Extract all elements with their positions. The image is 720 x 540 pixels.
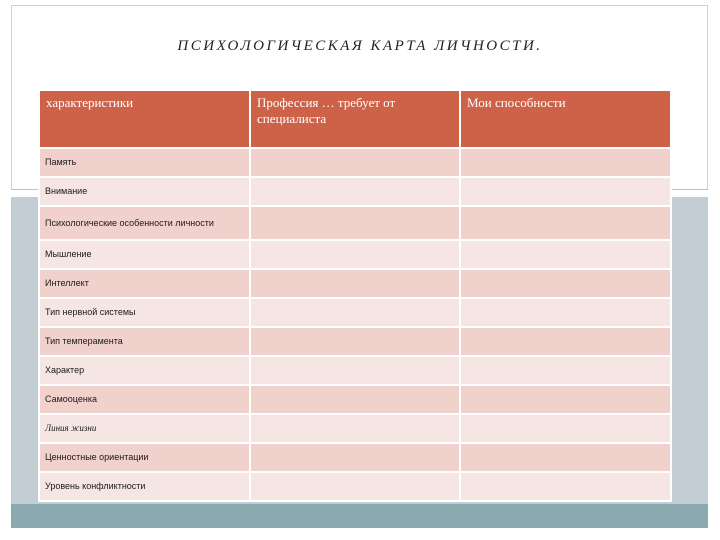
header-my-abilities: Мои способности — [460, 90, 671, 148]
header-characteristics: характеристики — [39, 90, 250, 148]
abilities-cell[interactable] — [460, 298, 671, 327]
profession-cell[interactable] — [250, 298, 460, 327]
table-row — [39, 443, 671, 472]
table-row — [39, 148, 671, 177]
table-row — [39, 414, 671, 443]
profession-cell[interactable] — [250, 206, 460, 240]
table-row — [39, 269, 671, 298]
personality-card-table — [38, 89, 672, 502]
row-label: Интеллект — [39, 269, 250, 298]
profession-cell[interactable] — [250, 177, 460, 206]
footer-band — [11, 504, 708, 528]
row-label: Мышление — [39, 240, 250, 269]
profession-cell[interactable] — [250, 327, 460, 356]
table-row — [39, 177, 671, 206]
row-label: Ценностные ориентации — [39, 443, 250, 472]
row-label: Психологические особенности личности — [39, 206, 250, 240]
row-label: Характер — [39, 356, 250, 385]
row-label: Память — [39, 148, 250, 177]
table-header-row — [39, 90, 671, 148]
profession-cell[interactable] — [250, 240, 460, 269]
abilities-cell[interactable] — [460, 269, 671, 298]
page-title: ПСИХОЛОГИЧЕСКАЯ КАРТА ЛИЧНОСТИ. — [177, 38, 543, 54]
row-label: Тип темперамента — [39, 327, 250, 356]
abilities-cell[interactable] — [460, 240, 671, 269]
abilities-cell[interactable] — [460, 414, 671, 443]
header-profession-requirements: Профессия … требует от специалиста — [250, 90, 460, 148]
profession-cell[interactable] — [250, 385, 460, 414]
profession-cell[interactable] — [250, 148, 460, 177]
table-row — [39, 327, 671, 356]
table-row — [39, 472, 671, 501]
profession-cell[interactable] — [250, 414, 460, 443]
abilities-cell[interactable] — [460, 472, 671, 501]
row-label: Внимание — [39, 177, 250, 206]
abilities-cell[interactable] — [460, 206, 671, 240]
row-label: Тип нервной системы — [39, 298, 250, 327]
abilities-cell[interactable] — [460, 327, 671, 356]
abilities-cell[interactable] — [460, 443, 671, 472]
row-label: Уровень конфликтности — [39, 472, 250, 501]
row-label: Самооценка — [39, 385, 250, 414]
table-row — [39, 356, 671, 385]
table-row — [39, 206, 671, 240]
abilities-cell[interactable] — [460, 177, 671, 206]
abilities-cell[interactable] — [460, 385, 671, 414]
profession-cell[interactable] — [250, 356, 460, 385]
profession-cell[interactable] — [250, 269, 460, 298]
abilities-cell[interactable] — [460, 356, 671, 385]
table-row — [39, 298, 671, 327]
table-row — [39, 385, 671, 414]
profession-cell[interactable] — [250, 472, 460, 501]
profession-cell[interactable] — [250, 443, 460, 472]
row-label: Линия жизни — [39, 414, 250, 443]
table-row — [39, 240, 671, 269]
abilities-cell[interactable] — [460, 148, 671, 177]
